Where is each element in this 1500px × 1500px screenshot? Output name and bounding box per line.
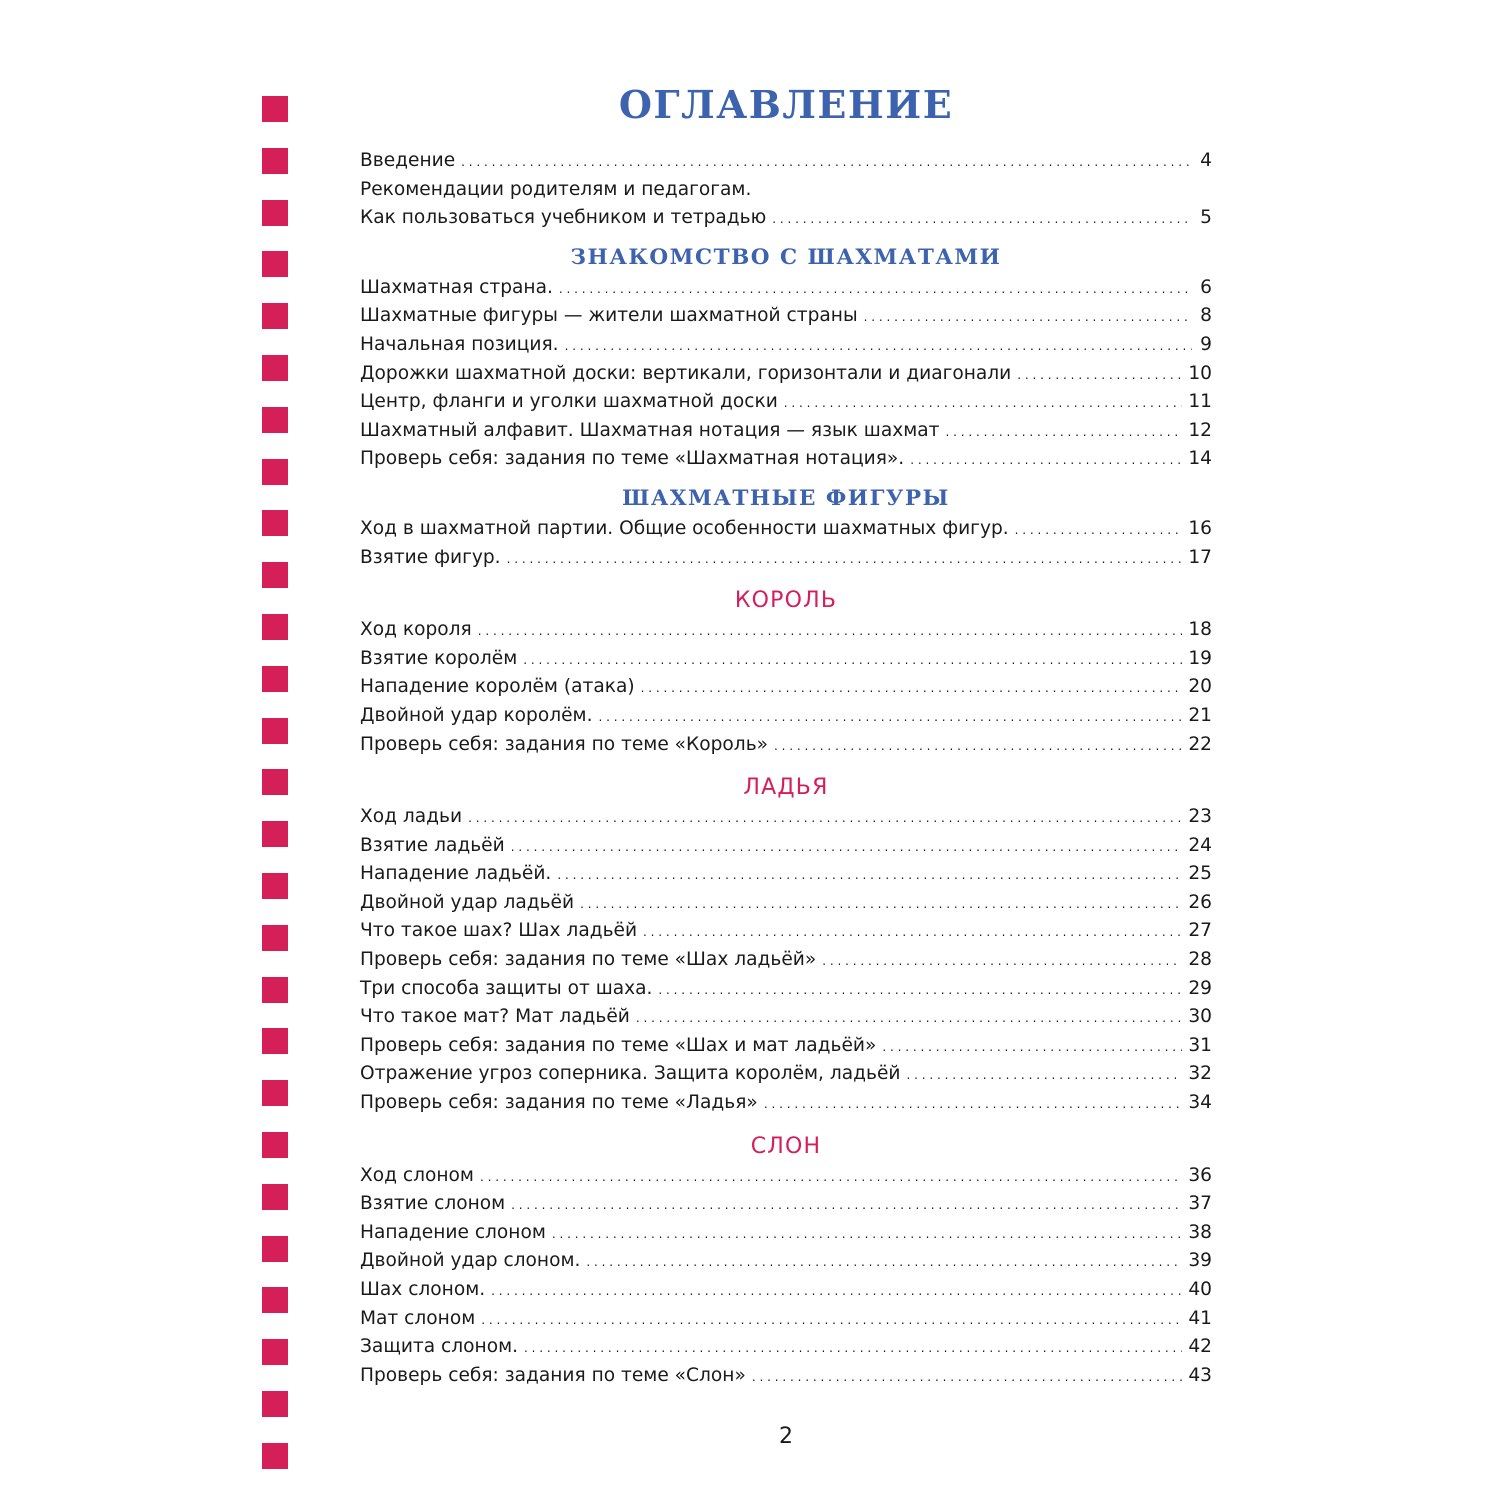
dot-leader — [565, 331, 1192, 361]
toc-entry-page: 10 — [1188, 362, 1212, 384]
decor-square — [262, 96, 288, 122]
toc-entry-page: 20 — [1188, 676, 1212, 698]
dot-leader — [523, 645, 1182, 675]
toc-section — [360, 773, 1212, 1118]
toc-entry[interactable] — [360, 331, 1212, 360]
decor-square — [262, 1339, 288, 1365]
toc-entry-title: Взятие ладьёй — [360, 834, 505, 856]
toc-section — [360, 1132, 1212, 1391]
toc-entry-page: 11 — [1188, 391, 1212, 413]
decor-square — [262, 148, 288, 174]
toc-entry[interactable] — [360, 889, 1212, 918]
toc-entry-page: 31 — [1188, 1034, 1212, 1056]
dot-leader — [524, 1333, 1182, 1363]
toc-entry[interactable] — [360, 1333, 1212, 1362]
toc-section — [360, 241, 1212, 474]
toc-entry-page: 16 — [1188, 517, 1212, 539]
toc-entry-page: 38 — [1188, 1221, 1212, 1243]
toc-entry-title: Шахматный алфавит. Шахматная нотация — язык шахмат — [360, 419, 940, 441]
toc-entry[interactable] — [360, 1060, 1212, 1089]
toc-entry-page: 32 — [1188, 1063, 1212, 1085]
toc-entry-title: Шах слоном. — [360, 1279, 486, 1300]
decor-square — [262, 407, 288, 433]
toc-entry-page: 29 — [1188, 977, 1212, 999]
decor-square — [262, 925, 288, 951]
dot-leader — [910, 445, 1182, 475]
toc-entry-title: Три способа защиты от шаха. — [360, 977, 653, 999]
toc-entry-title: Центр, фланги и уголки шахматной доски — [360, 391, 778, 413]
toc-intro — [360, 147, 1212, 233]
toc-entry-title: Проверь себя: задания по теме «Король» — [360, 733, 769, 755]
toc-entry[interactable] — [360, 645, 1212, 674]
decor-square — [262, 459, 288, 485]
toc-entry[interactable] — [360, 917, 1212, 946]
toc-entry-page: 22 — [1188, 733, 1212, 755]
toc-entry-page: 18 — [1188, 619, 1212, 641]
decor-square — [262, 200, 288, 226]
toc-entry-title: Проверь себя: задания по теме «Ладья» — [360, 1092, 758, 1114]
toc-entry-title: Нападение королём (атака) — [360, 676, 635, 698]
toc-entry-page: 25 — [1188, 863, 1212, 885]
decor-square — [262, 666, 288, 692]
dot-leader — [643, 917, 1182, 947]
toc-entry[interactable] — [360, 176, 1212, 205]
dot-leader — [559, 274, 1192, 304]
toc-section — [360, 586, 1212, 759]
decor-square — [262, 718, 288, 744]
dot-leader — [580, 889, 1182, 919]
dot-leader — [945, 417, 1182, 447]
toc-entry[interactable] — [360, 1003, 1212, 1032]
toc-entry-page: 26 — [1188, 891, 1212, 913]
toc-entry-title: Взятие фигур. — [360, 546, 501, 568]
toc-entry-page: 39 — [1188, 1250, 1212, 1272]
toc-entry-page: 40 — [1188, 1279, 1212, 1300]
toc-entry-title: Как пользоваться учебником и тетрадью — [360, 207, 767, 229]
section-heading: КОРОЛЬ — [734, 588, 838, 614]
dot-leader — [599, 702, 1183, 732]
toc-entry-title: Ход слоном — [360, 1164, 474, 1186]
toc-entry-title: Двойной удар слоном. — [360, 1250, 581, 1272]
toc-entry[interactable] — [360, 445, 1212, 474]
toc-entry-page: 30 — [1188, 1006, 1212, 1028]
toc-entry-page: 34 — [1188, 1092, 1212, 1114]
toc-entry-page: 8 — [1200, 305, 1212, 327]
dot-leader — [481, 1305, 1182, 1335]
dot-leader — [507, 544, 1183, 574]
toc-entry[interactable] — [360, 616, 1212, 645]
toc-entry[interactable] — [360, 417, 1212, 446]
decor-square — [262, 614, 288, 640]
toc-entry[interactable] — [360, 1032, 1212, 1061]
toc-entry[interactable] — [360, 975, 1212, 1004]
decor-square — [262, 303, 288, 329]
dot-leader — [784, 388, 1183, 418]
toc-entry[interactable] — [360, 1190, 1212, 1219]
toc-entry[interactable] — [360, 1276, 1212, 1305]
toc-entry[interactable] — [360, 1089, 1212, 1118]
decor-square — [262, 873, 288, 899]
dot-leader — [907, 1060, 1183, 1090]
toc-entry-title: Что такое мат? Мат ладьёй — [360, 1006, 630, 1028]
toc-entry-title: Шахматная страна. — [360, 276, 553, 298]
toc-entry-title: Ход короля — [360, 619, 472, 641]
toc-entry[interactable] — [360, 673, 1212, 702]
toc-entry[interactable] — [360, 360, 1212, 389]
table-of-contents — [360, 80, 1212, 1390]
decor-square — [262, 1391, 288, 1417]
dot-leader — [882, 1032, 1182, 1062]
dot-leader — [752, 1362, 1182, 1392]
toc-entry-title: Рекомендации родителям и педагогам. — [360, 178, 752, 200]
toc-entry[interactable] — [360, 388, 1212, 417]
toc-entry-page: 14 — [1188, 448, 1212, 470]
toc-entry-page: 42 — [1188, 1336, 1212, 1358]
dot-leader — [772, 204, 1192, 234]
toc-entry-page: 28 — [1188, 949, 1212, 971]
toc-entry-title: Взятие слоном — [360, 1193, 506, 1215]
section-heading: ЛАДЬЯ — [743, 775, 829, 801]
toc-entry[interactable] — [360, 860, 1212, 889]
toc-entry[interactable] — [360, 1162, 1212, 1191]
dot-leader — [480, 1162, 1182, 1192]
toc-entry-page: 17 — [1188, 546, 1212, 568]
toc-entry-title: Отражение угроз соперника. Защита королём, ладьёй — [360, 1063, 901, 1085]
dot-leader — [557, 860, 1182, 890]
toc-entry-title: Шахматные фигуры — жители шахматной страны — [360, 305, 858, 327]
toc-entry-page: 24 — [1188, 834, 1212, 856]
dot-leader — [586, 1247, 1182, 1277]
decor-square — [262, 821, 288, 847]
toc-entry-title: Ход ладьи — [360, 806, 463, 828]
dot-leader — [658, 975, 1182, 1005]
dot-leader — [468, 803, 1182, 833]
toc-entry-title: Начальная позиция. — [360, 333, 559, 355]
toc-entry[interactable] — [360, 946, 1212, 975]
decor-square — [262, 1287, 288, 1313]
decor-square — [262, 1236, 288, 1262]
decor-square — [262, 1184, 288, 1210]
dot-leader — [822, 946, 1182, 976]
toc-entry-page: 37 — [1188, 1193, 1212, 1215]
toc-entry[interactable] — [360, 1305, 1212, 1334]
decor-square — [262, 562, 288, 588]
toc-entry[interactable] — [360, 147, 1212, 176]
toc-entry-page: 21 — [1188, 704, 1212, 726]
decor-square — [262, 510, 288, 536]
toc-entry-title: Нападение ладьёй. — [360, 863, 552, 885]
toc-entry-title: Проверь себя: задания по теме «Шахматная нотация». — [360, 448, 905, 470]
section-heading: ШАХМАТНЫЕ ФИГУРЫ — [622, 485, 950, 511]
toc-entry[interactable] — [360, 832, 1212, 861]
toc-entry[interactable] — [360, 204, 1212, 233]
toc-entry[interactable] — [360, 1247, 1212, 1276]
toc-entry-title: Дорожки шахматной доски: вертикали, горизонтали и диагонали — [360, 362, 1012, 384]
toc-entry[interactable] — [360, 731, 1212, 760]
decor-square — [262, 1080, 288, 1106]
dot-leader — [1017, 360, 1182, 390]
toc-entry-page: 5 — [1200, 207, 1212, 229]
toc-entry[interactable] — [360, 544, 1212, 573]
page-number: 2 — [779, 1424, 793, 1449]
section-heading: ЗНАКОМСТВО С ШАХМАТАМИ — [570, 244, 1002, 270]
section-heading: СЛОН — [750, 1133, 822, 1159]
page-title: ОГЛАВЛЕНИЕ — [618, 82, 954, 127]
toc-entry-page: 23 — [1188, 806, 1212, 828]
dot-leader — [641, 673, 1183, 703]
toc-entry-page: 19 — [1188, 647, 1212, 669]
decor-square — [262, 1132, 288, 1158]
toc-entry[interactable] — [360, 1362, 1212, 1391]
dot-leader — [511, 1190, 1182, 1220]
toc-entry-title: Проверь себя: задания по теме «Слон» — [360, 1364, 746, 1386]
toc-entry-page: 27 — [1188, 920, 1212, 942]
margin-decoration — [262, 96, 288, 1495]
dot-leader — [1015, 515, 1183, 545]
decor-square — [262, 355, 288, 381]
dot-leader — [774, 731, 1182, 761]
dot-leader — [864, 302, 1192, 332]
toc-entry-title: Проверь себя: задания по теме «Шах и мат ладьёй» — [360, 1034, 877, 1056]
toc-entry[interactable] — [360, 302, 1212, 331]
dot-leader — [461, 147, 1192, 177]
toc-entry-title: Двойной удар ладьёй — [360, 891, 575, 913]
toc-entry[interactable] — [360, 515, 1212, 544]
toc-entry-page: 43 — [1188, 1364, 1212, 1386]
toc-entry-title: Введение — [360, 150, 456, 171]
toc-entry-title: Что такое шах? Шах ладьёй — [360, 920, 638, 942]
toc-entry-title: Проверь себя: задания по теме «Шах ладьёй» — [360, 949, 817, 971]
toc-entry-title: Защита слоном. — [360, 1336, 519, 1358]
toc-entry-page: 41 — [1188, 1307, 1212, 1329]
toc-entry-title: Ход в шахматной партии. Общие особенности шахматных фигур. — [360, 517, 1009, 539]
decor-square — [262, 977, 288, 1003]
toc-entry-page: 4 — [1200, 150, 1212, 171]
dot-leader — [764, 1089, 1183, 1119]
decor-square — [262, 769, 288, 795]
toc-entry-title: Двойной удар королём. — [360, 704, 593, 726]
decor-square — [262, 1028, 288, 1054]
toc-section — [360, 482, 1212, 572]
dot-leader — [552, 1219, 1182, 1249]
dot-leader — [636, 1003, 1182, 1033]
toc-entry[interactable] — [360, 274, 1212, 303]
dot-leader — [511, 832, 1183, 862]
toc-entry[interactable] — [360, 1219, 1212, 1248]
toc-entry-title: Взятие королём — [360, 647, 518, 669]
toc-entry-page: 12 — [1188, 419, 1212, 441]
decor-square — [262, 251, 288, 277]
toc-entry-title: Нападение слоном — [360, 1221, 546, 1243]
toc-entry-page: 6 — [1200, 276, 1212, 298]
toc-entry-page: 36 — [1188, 1164, 1212, 1186]
dot-leader — [478, 616, 1183, 646]
dot-leader — [491, 1276, 1182, 1306]
toc-entry[interactable] — [360, 702, 1212, 731]
toc-entry-page: 9 — [1200, 333, 1212, 355]
toc-entry[interactable] — [360, 803, 1212, 832]
toc-entry-title: Мат слоном — [360, 1307, 476, 1329]
